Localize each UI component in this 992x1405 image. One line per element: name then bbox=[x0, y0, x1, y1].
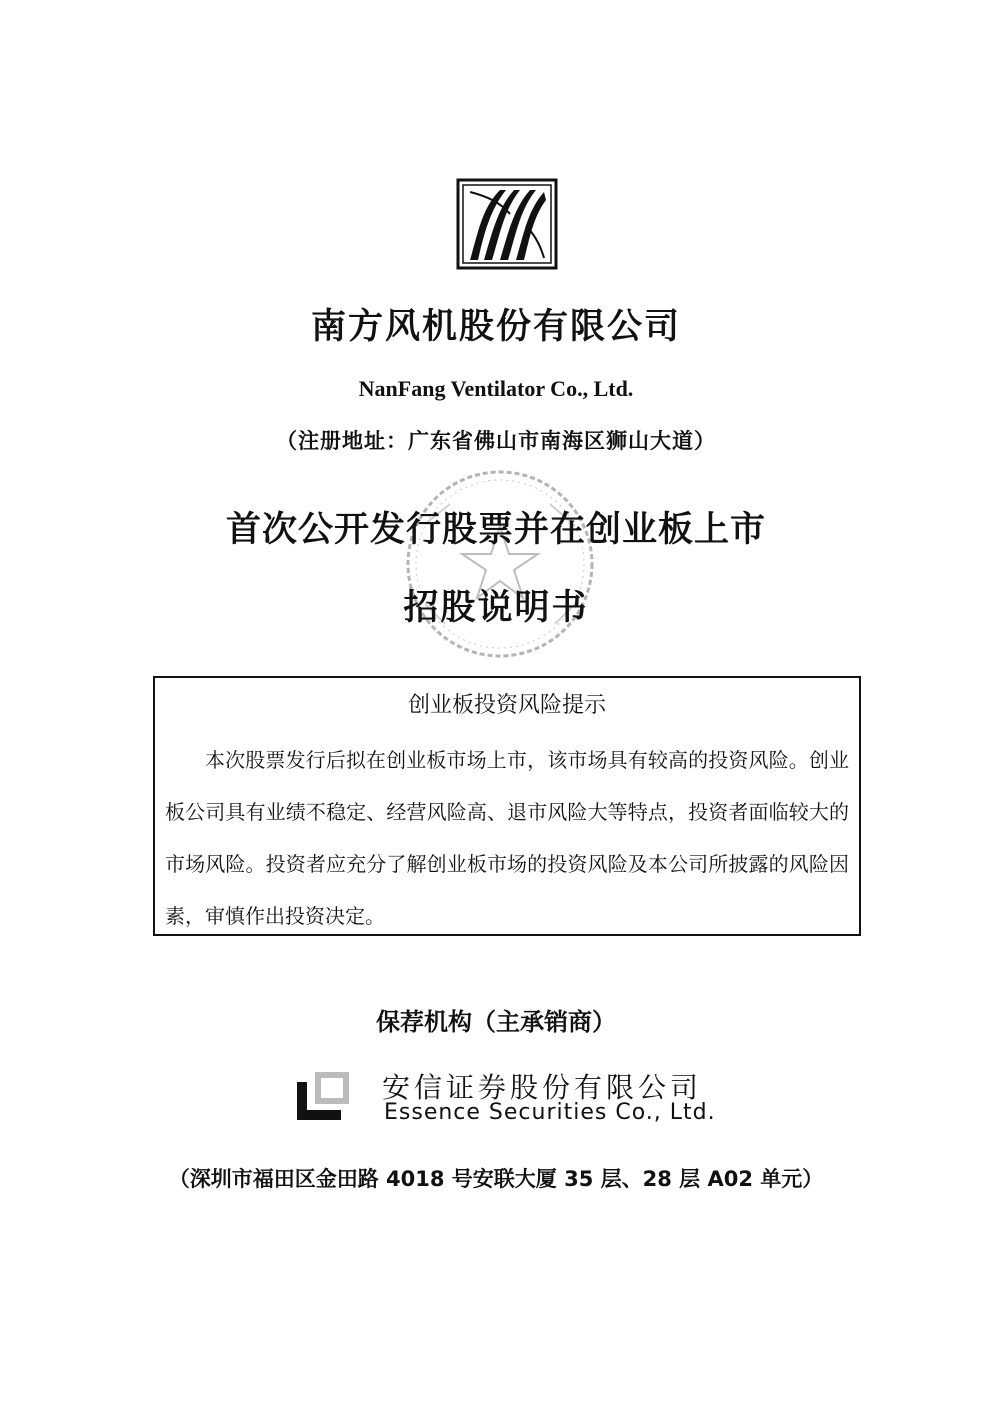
risk-notice-box bbox=[153, 676, 861, 936]
registered-address: （注册地址：广东省佛山市南海区狮山大道） bbox=[276, 429, 716, 453]
essence-logo-icon bbox=[297, 1072, 351, 1120]
document-title-line1: 首次公开发行股票并在创业板上市 bbox=[225, 510, 766, 550]
document-title-line2: 招股说明书 bbox=[403, 588, 589, 628]
company-name-en: NanFang Ventilator Co., Ltd. bbox=[358, 376, 634, 401]
nanfang-logo-icon bbox=[456, 178, 558, 270]
sponsor-name-en: Essence Securities Co., Ltd. bbox=[384, 1100, 716, 1125]
company-seal-icon bbox=[395, 464, 605, 664]
risk-notice-body: 本次股票发行后拟在创业板市场上市，该市场具有较高的投资风险。创业板公司具有业绩不稳定、经营风险高、退市风险大等特点，投资者面临较大的市场风险。投资者应充分了解创业板市场的投资风险及本公司所披露的风险因素，审慎作出投资决定。 bbox=[165, 748, 849, 928]
sponsor-label: 保荐机构（主承销商） bbox=[376, 1008, 616, 1036]
company-name-cn: 南方风机股份有限公司 bbox=[310, 307, 681, 347]
risk-notice-title: 创业板投资风险提示 bbox=[407, 693, 606, 718]
sponsor-name-cn: 安信证券股份有限公司 bbox=[382, 1071, 703, 1104]
sponsor-address: （深圳市福田区金田路 4018 号安联大厦 35 层、28 层 A02 单元） bbox=[168, 1167, 824, 1191]
